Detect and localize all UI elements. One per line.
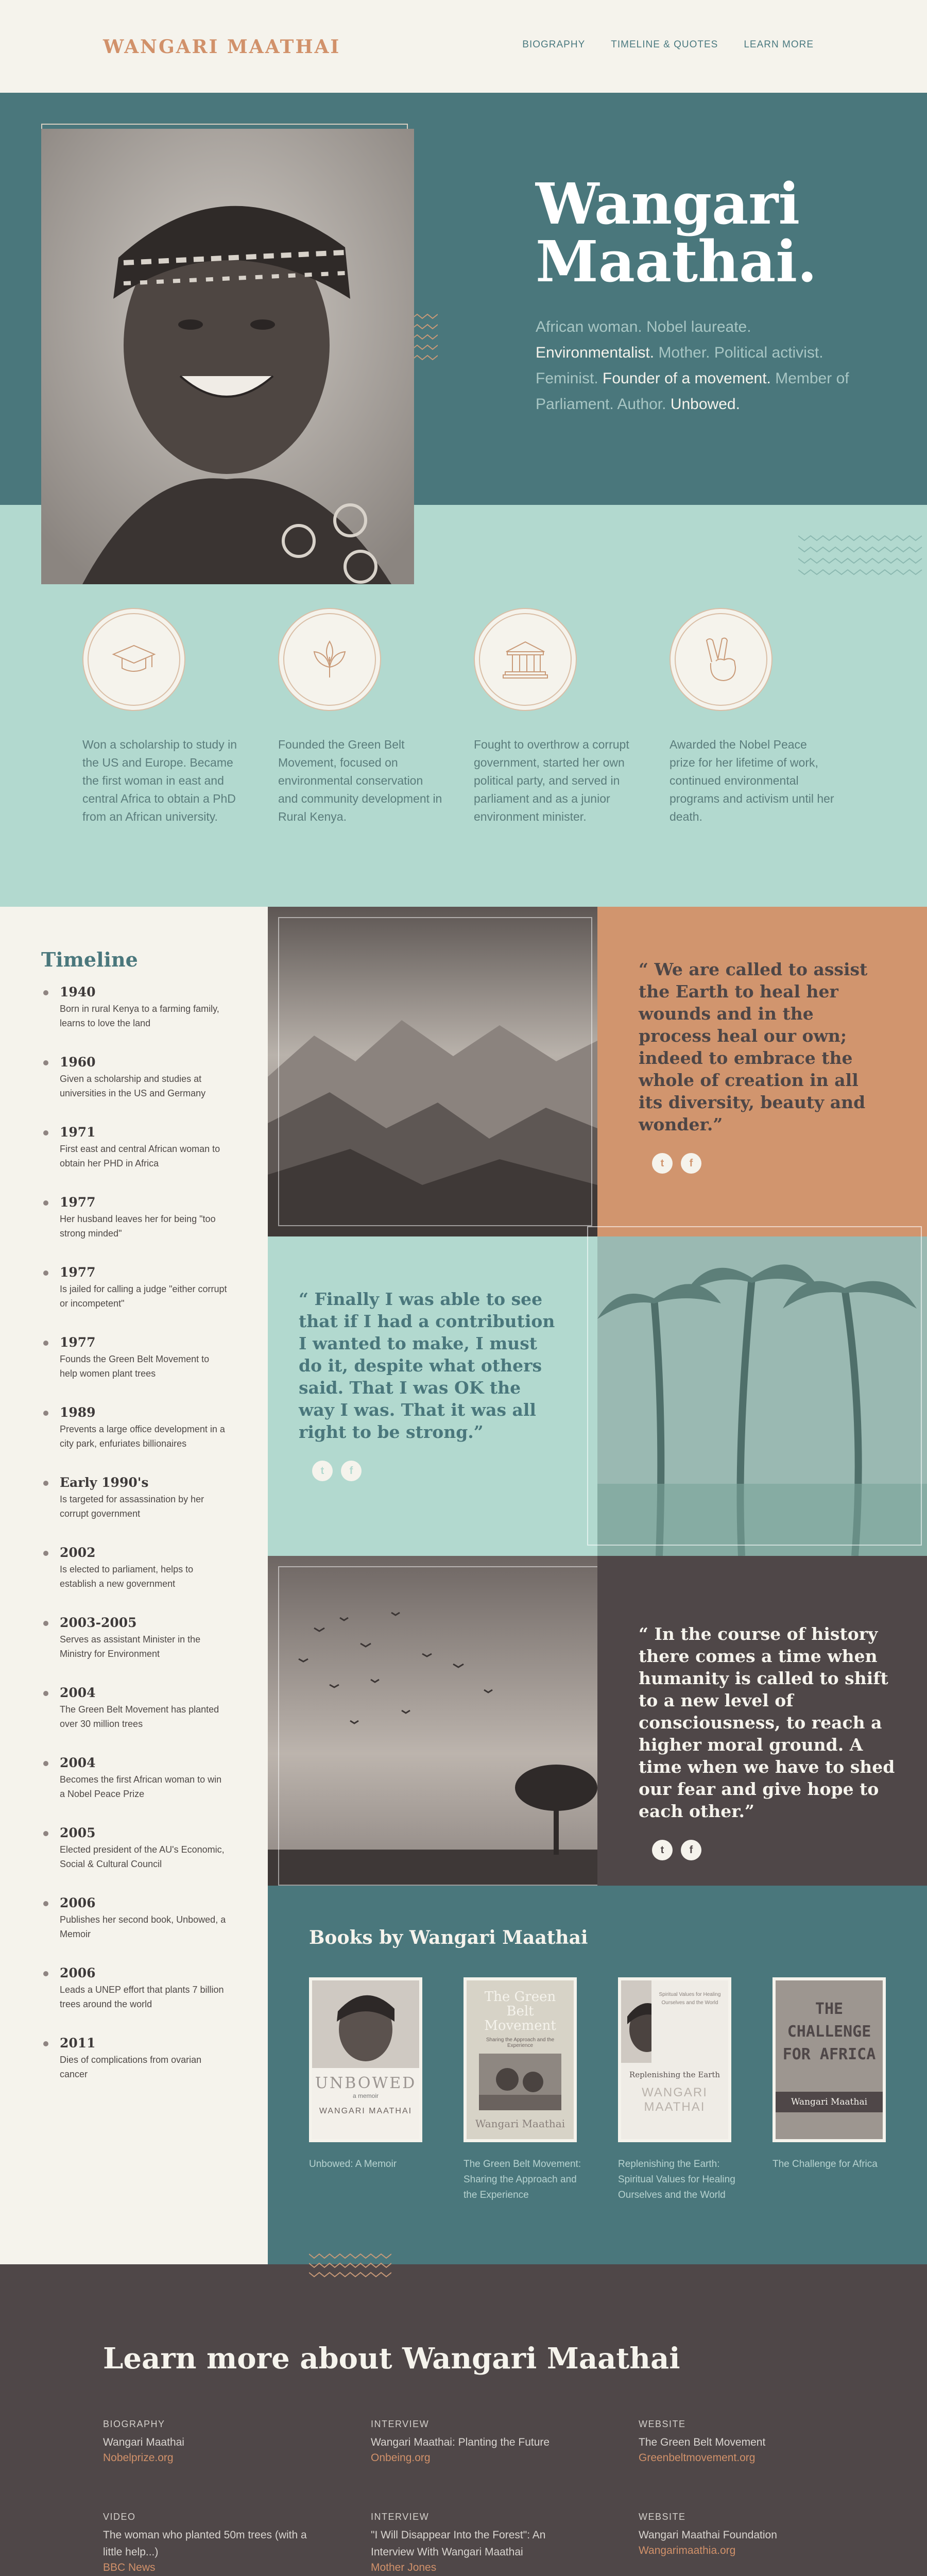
learn-more-section	[0, 2264, 927, 2576]
fact-text: Fought to overthrow a corrupt government, started her own political party, and served in parliament and as a junior environment minister.	[474, 738, 629, 823]
quote-text: “ In the course of history there comes a time when humanity is called to shift to a new level of consciousness, to reach a higher moral ground. A time when we have to shed our fear and give hope to each other.”	[639, 1624, 895, 1821]
timeline-year: 2011	[60, 2036, 96, 2050]
timeline-year: 1977	[60, 1265, 96, 1280]
timeline-dot	[43, 1270, 48, 1276]
timeline-text: Founds the Green Belt Movement to help women plant trees	[60, 1354, 210, 1379]
timeline-year: 1977	[60, 1195, 96, 1210]
hero-portrait-image	[41, 129, 414, 584]
fact-nobel	[670, 608, 834, 826]
timeline-dot	[43, 1831, 48, 1836]
timeline-text: Is elected to parliament, helps to establish a new government	[60, 1564, 194, 1589]
image-frame	[278, 1566, 608, 1886]
facebook-icon[interactable]: f	[341, 1461, 362, 1481]
fact-text: Awarded the Nobel Peace prize for her lifetime of work, continued environmental programs and activism until her death.	[670, 738, 834, 823]
timeline-text: Is jailed for calling a judge "either corrupt or incompetent"	[60, 1284, 227, 1309]
timeline-text: Dies of complications from ovarian cancer	[60, 2055, 202, 2079]
resource-kind: WEBSITE	[639, 2512, 686, 2522]
resource-title: Wangari Maathai	[103, 2436, 184, 2448]
cover-author: WANGARI MAATHAI	[319, 2107, 413, 2115]
fact-icon-badge	[82, 608, 185, 711]
book-unbowed[interactable]	[309, 1977, 427, 2172]
timeline-dot	[43, 1551, 48, 1556]
hero-subtitle	[536, 314, 855, 417]
timeline-year: 1960	[60, 1055, 96, 1070]
timeline-item	[43, 1335, 229, 1381]
timeline-dot	[43, 1481, 48, 1486]
hero-title-line2: Maathai.	[536, 228, 817, 295]
timeline-dot	[43, 1411, 48, 1416]
cover-title: Replenishing the Earth	[629, 2070, 720, 2079]
timeline-text: Prevents a large office development in a city park, enfuriates billionaires	[60, 1424, 225, 1449]
resource-kind: INTERVIEW	[371, 2419, 430, 2429]
main-nav	[522, 39, 814, 50]
resource-title: Wangari Maathai Foundation	[639, 2529, 777, 2541]
cover-author: WANGARI MAATHAI	[642, 2086, 708, 2114]
timeline-dot	[43, 1761, 48, 1766]
fact-green-belt	[278, 608, 443, 826]
timeline-item	[43, 1476, 229, 1521]
quote-card-3	[597, 1556, 927, 1886]
zigzag-decoration	[798, 531, 927, 587]
timeline-text: Her husband leaves her for being "too strong minded"	[60, 1214, 216, 1239]
timeline-year: 2005	[60, 1825, 96, 1840]
timeline-dot	[43, 1971, 48, 1976]
timeline-dot	[43, 990, 48, 995]
resource-item	[639, 2512, 855, 2557]
resource-item	[639, 2419, 855, 2464]
social-links	[652, 1153, 886, 1174]
site-header	[0, 0, 927, 93]
books-title: Books by Wangari Maathai	[309, 1927, 588, 1948]
resource-kind: BIOGRAPHY	[103, 2419, 165, 2429]
resource-title: "I Will Disappear Into the Forest": An Interview With Wangari Maathai	[371, 2529, 546, 2558]
timeline-item	[43, 1896, 229, 1941]
government-building-icon	[502, 639, 548, 680]
hero-sub-highlight: Founder of a movement.	[603, 370, 771, 387]
timeline-title: Timeline	[41, 948, 138, 971]
nav-learn-more[interactable]: LEARN MORE	[744, 39, 814, 50]
timeline-year: 1989	[60, 1405, 96, 1420]
twitter-icon[interactable]: t	[652, 1840, 673, 1860]
book-cover[interactable]	[464, 1977, 577, 2142]
hero-sub-highlight: Unbowed.	[670, 396, 740, 413]
fact-text: Won a scholarship to study in the US and Europe. Became the first woman in east and central Africa to obtain a PhD from an African university.	[82, 738, 237, 823]
peace-hand-icon	[700, 636, 742, 683]
resource-link[interactable]: Greenbeltmovement.org	[639, 2452, 756, 2464]
resource-kind: VIDEO	[103, 2512, 136, 2522]
resource-title: The Green Belt Movement	[639, 2436, 766, 2448]
fact-scholarship	[82, 608, 247, 826]
cover-subtitle: Sharing the Approach and the Experience	[486, 2037, 555, 2048]
image-frame	[278, 917, 592, 1226]
cover-title: THE CHALLENGE FOR AFRICA	[782, 2000, 876, 2063]
timeline-text: Is targeted for assassination by her corrupt government	[60, 1494, 204, 1519]
quote-body: We are called to assist the Earth to heal her wounds and in the process heal our own; indeed to embrace the whole of creation in all its diversity, beauty and wonder.	[639, 959, 868, 1134]
timeline-item	[43, 985, 229, 1030]
author-portrait-image	[621, 1980, 651, 2063]
site-logo[interactable]: WANGARI MAATHAI	[103, 36, 341, 58]
timeline-dot	[43, 1341, 48, 1346]
timeline-text: Serves as assistant Minister in the Ministry for Environment	[60, 1634, 201, 1659]
hero-sub-part: African woman. Nobel laureate.	[536, 318, 751, 335]
learn-more-title: Learn more about Wangari Maathai	[103, 2342, 680, 2376]
timeline-item	[43, 1195, 229, 1241]
timeline-dot	[43, 1200, 48, 1206]
facebook-icon[interactable]: f	[681, 1840, 701, 1860]
social-links	[652, 1840, 896, 1860]
fact-icon-badge	[278, 608, 381, 711]
quote-body: Finally I was able to see that if I had a contribution I wanted to make, I must do it, despite what others said. That I was OK the way I was. That it was all right to be strong.	[299, 1289, 555, 1442]
cover-photo-image	[479, 2054, 561, 2110]
book-cover[interactable]	[618, 1977, 731, 2142]
book-challenge-africa[interactable]	[772, 1977, 891, 2172]
nav-timeline-quotes[interactable]: TIMELINE & QUOTES	[611, 39, 718, 50]
timeline-text: Becomes the first African woman to win a Nobel Peace Prize	[60, 1774, 222, 1799]
cover-author: Wangari Maathai	[475, 2117, 565, 2130]
quote-card-1	[597, 907, 927, 1236]
fact-icon-badge	[474, 608, 577, 711]
quote-body: In the course of history there comes a time when humanity is called to shift to a new level of consciousness, to reach a higher moral ground. A time when we have to shed our fear and give hope to each other.	[639, 1624, 895, 1821]
resource-kind: WEBSITE	[639, 2419, 686, 2429]
timeline-item	[43, 1686, 229, 1731]
resource-link[interactable]: Nobelprize.org	[103, 2452, 174, 2464]
timeline-year: 2006	[60, 1895, 96, 1910]
resource-item	[103, 2512, 319, 2574]
graduation-cap-icon	[111, 641, 157, 677]
timeline-text: Publishes her second book, Unbowed, a Memoir	[60, 1914, 226, 1939]
quote-text: “ We are called to assist the Earth to heal her wounds and in the process heal our own; indeed to embrace the whole of creation in all its diversity, beauty and wonder.”	[639, 959, 868, 1134]
hero-section	[0, 93, 927, 505]
timeline-year: Early 1990's	[60, 1475, 149, 1490]
resource-item	[103, 2419, 319, 2464]
timeline-year: 1940	[60, 985, 96, 999]
timeline-item	[43, 1265, 229, 1311]
plant-sprout-icon	[309, 639, 350, 680]
zigzag-decoration	[309, 2249, 391, 2280]
nav-biography[interactable]: BIOGRAPHY	[522, 39, 586, 50]
timeline-text: The Green Belt Movement has planted over 30 million trees	[60, 1704, 219, 1729]
cover-subtitle: a memoir	[352, 2092, 379, 2099]
timeline-text: First east and central African woman to obtain her PHD in Africa	[60, 1144, 220, 1168]
resource-link[interactable]: Wangarimaathia.org	[639, 2545, 736, 2556]
hero-title	[536, 171, 817, 295]
fact-government	[474, 608, 639, 826]
book-cover[interactable]	[772, 1977, 886, 2142]
quote-card-2	[268, 1236, 597, 1556]
quote-text: “ Finally I was able to see that if I had a contribution I wanted to make, I must do it, despite what others said. That I was OK the way I was. That it was all right to be strong.”	[299, 1289, 555, 1442]
timeline-year: 2003-2005	[60, 1615, 137, 1630]
resource-link[interactable]: Onbeing.org	[371, 2452, 431, 2464]
book-caption[interactable]: The Challenge for Africa	[772, 2159, 878, 2170]
image-frame	[587, 1226, 922, 1546]
timeline-item	[43, 1616, 229, 1661]
social-links	[312, 1461, 561, 1481]
timeline-dot	[43, 1901, 48, 1906]
hero-sub-part: Mother. Political activist. Feminist.	[536, 344, 823, 387]
cover-title: UNBOWED	[315, 2074, 417, 2092]
cover-author: Wangari Maathai	[776, 2092, 883, 2112]
resource-item	[371, 2419, 587, 2464]
timeline-year: 1971	[60, 1125, 96, 1140]
timeline-item	[43, 1966, 229, 2011]
timeline-text: Elected president of the AU's Economic, Social & Cultural Council	[60, 1844, 225, 1869]
resource-title: Wangari Maathai: Planting the Future	[371, 2436, 550, 2448]
timeline-item	[43, 1055, 229, 1100]
timeline-dot	[43, 1130, 48, 1136]
timeline-list	[43, 985, 229, 2106]
resource-kind: INTERVIEW	[371, 2512, 430, 2522]
book-green-belt[interactable]	[464, 1977, 582, 2203]
book-cover[interactable]	[309, 1977, 422, 2142]
book-caption[interactable]: Unbowed: A Memoir	[309, 2159, 397, 2170]
resource-item	[371, 2512, 587, 2574]
timeline-text: Leads a UNEP effort that plants 7 billion trees around the world	[60, 1985, 224, 2009]
timeline-text: Born in rural Kenya to a farming family, learns to love the land	[60, 1004, 219, 1028]
timeline-dot	[43, 1621, 48, 1626]
timeline-year: 2004	[60, 1685, 96, 1700]
resource-title: The woman who planted 50m trees (with a little help...)	[103, 2529, 307, 2558]
timeline-dot	[43, 1060, 48, 1065]
resource-link[interactable]: Mother Jones	[371, 2562, 437, 2573]
timeline-text: Given a scholarship and studies at universities in the US and Germany	[60, 1074, 206, 1098]
timeline-dot	[43, 1691, 48, 1696]
hero-sub-highlight: Environmentalist.	[536, 344, 655, 361]
hero-title-line1: Wangari	[536, 171, 800, 237]
books-section	[268, 1886, 927, 2264]
fact-icon-badge	[670, 608, 772, 711]
book-replenishing[interactable]	[618, 1977, 736, 2203]
fact-text: Founded the Green Belt Movement, focused on environmental conservation and community development in Rural Kenya.	[278, 738, 442, 823]
timeline-quotes-section	[0, 907, 927, 2264]
cover-title: The Green Belt Movement	[484, 1989, 556, 2033]
timeline-item	[43, 2036, 229, 2081]
twitter-icon[interactable]: t	[652, 1153, 673, 1174]
timeline-panel	[0, 907, 268, 2264]
timeline-year: 1977	[60, 1335, 96, 1350]
timeline-item	[43, 1125, 229, 1171]
facebook-icon[interactable]: f	[681, 1153, 701, 1174]
timeline-item	[43, 1405, 229, 1451]
timeline-item	[43, 1756, 229, 1801]
twitter-icon[interactable]: t	[312, 1461, 333, 1481]
cover-subtitle: Spiritual Values for Healing Ourselves and the World	[659, 1992, 721, 2006]
author-portrait-image	[312, 1980, 419, 2068]
timeline-year: 2002	[60, 1545, 96, 1560]
timeline-item	[43, 1546, 229, 1591]
timeline-dot	[43, 2041, 48, 2046]
timeline-year: 2006	[60, 1965, 96, 1980]
book-caption[interactable]: The Green Belt Movement: Sharing the Approach and the Experience	[464, 2159, 581, 2200]
book-caption[interactable]: Replenishing the Earth: Spiritual Values for Healing Ourselves and the World	[618, 2159, 735, 2200]
timeline-item	[43, 1826, 229, 1871]
resource-link[interactable]: BBC News	[103, 2562, 156, 2573]
hero-sub-part: Member of Parliament. Author.	[536, 370, 849, 413]
timeline-year: 2004	[60, 1755, 96, 1770]
